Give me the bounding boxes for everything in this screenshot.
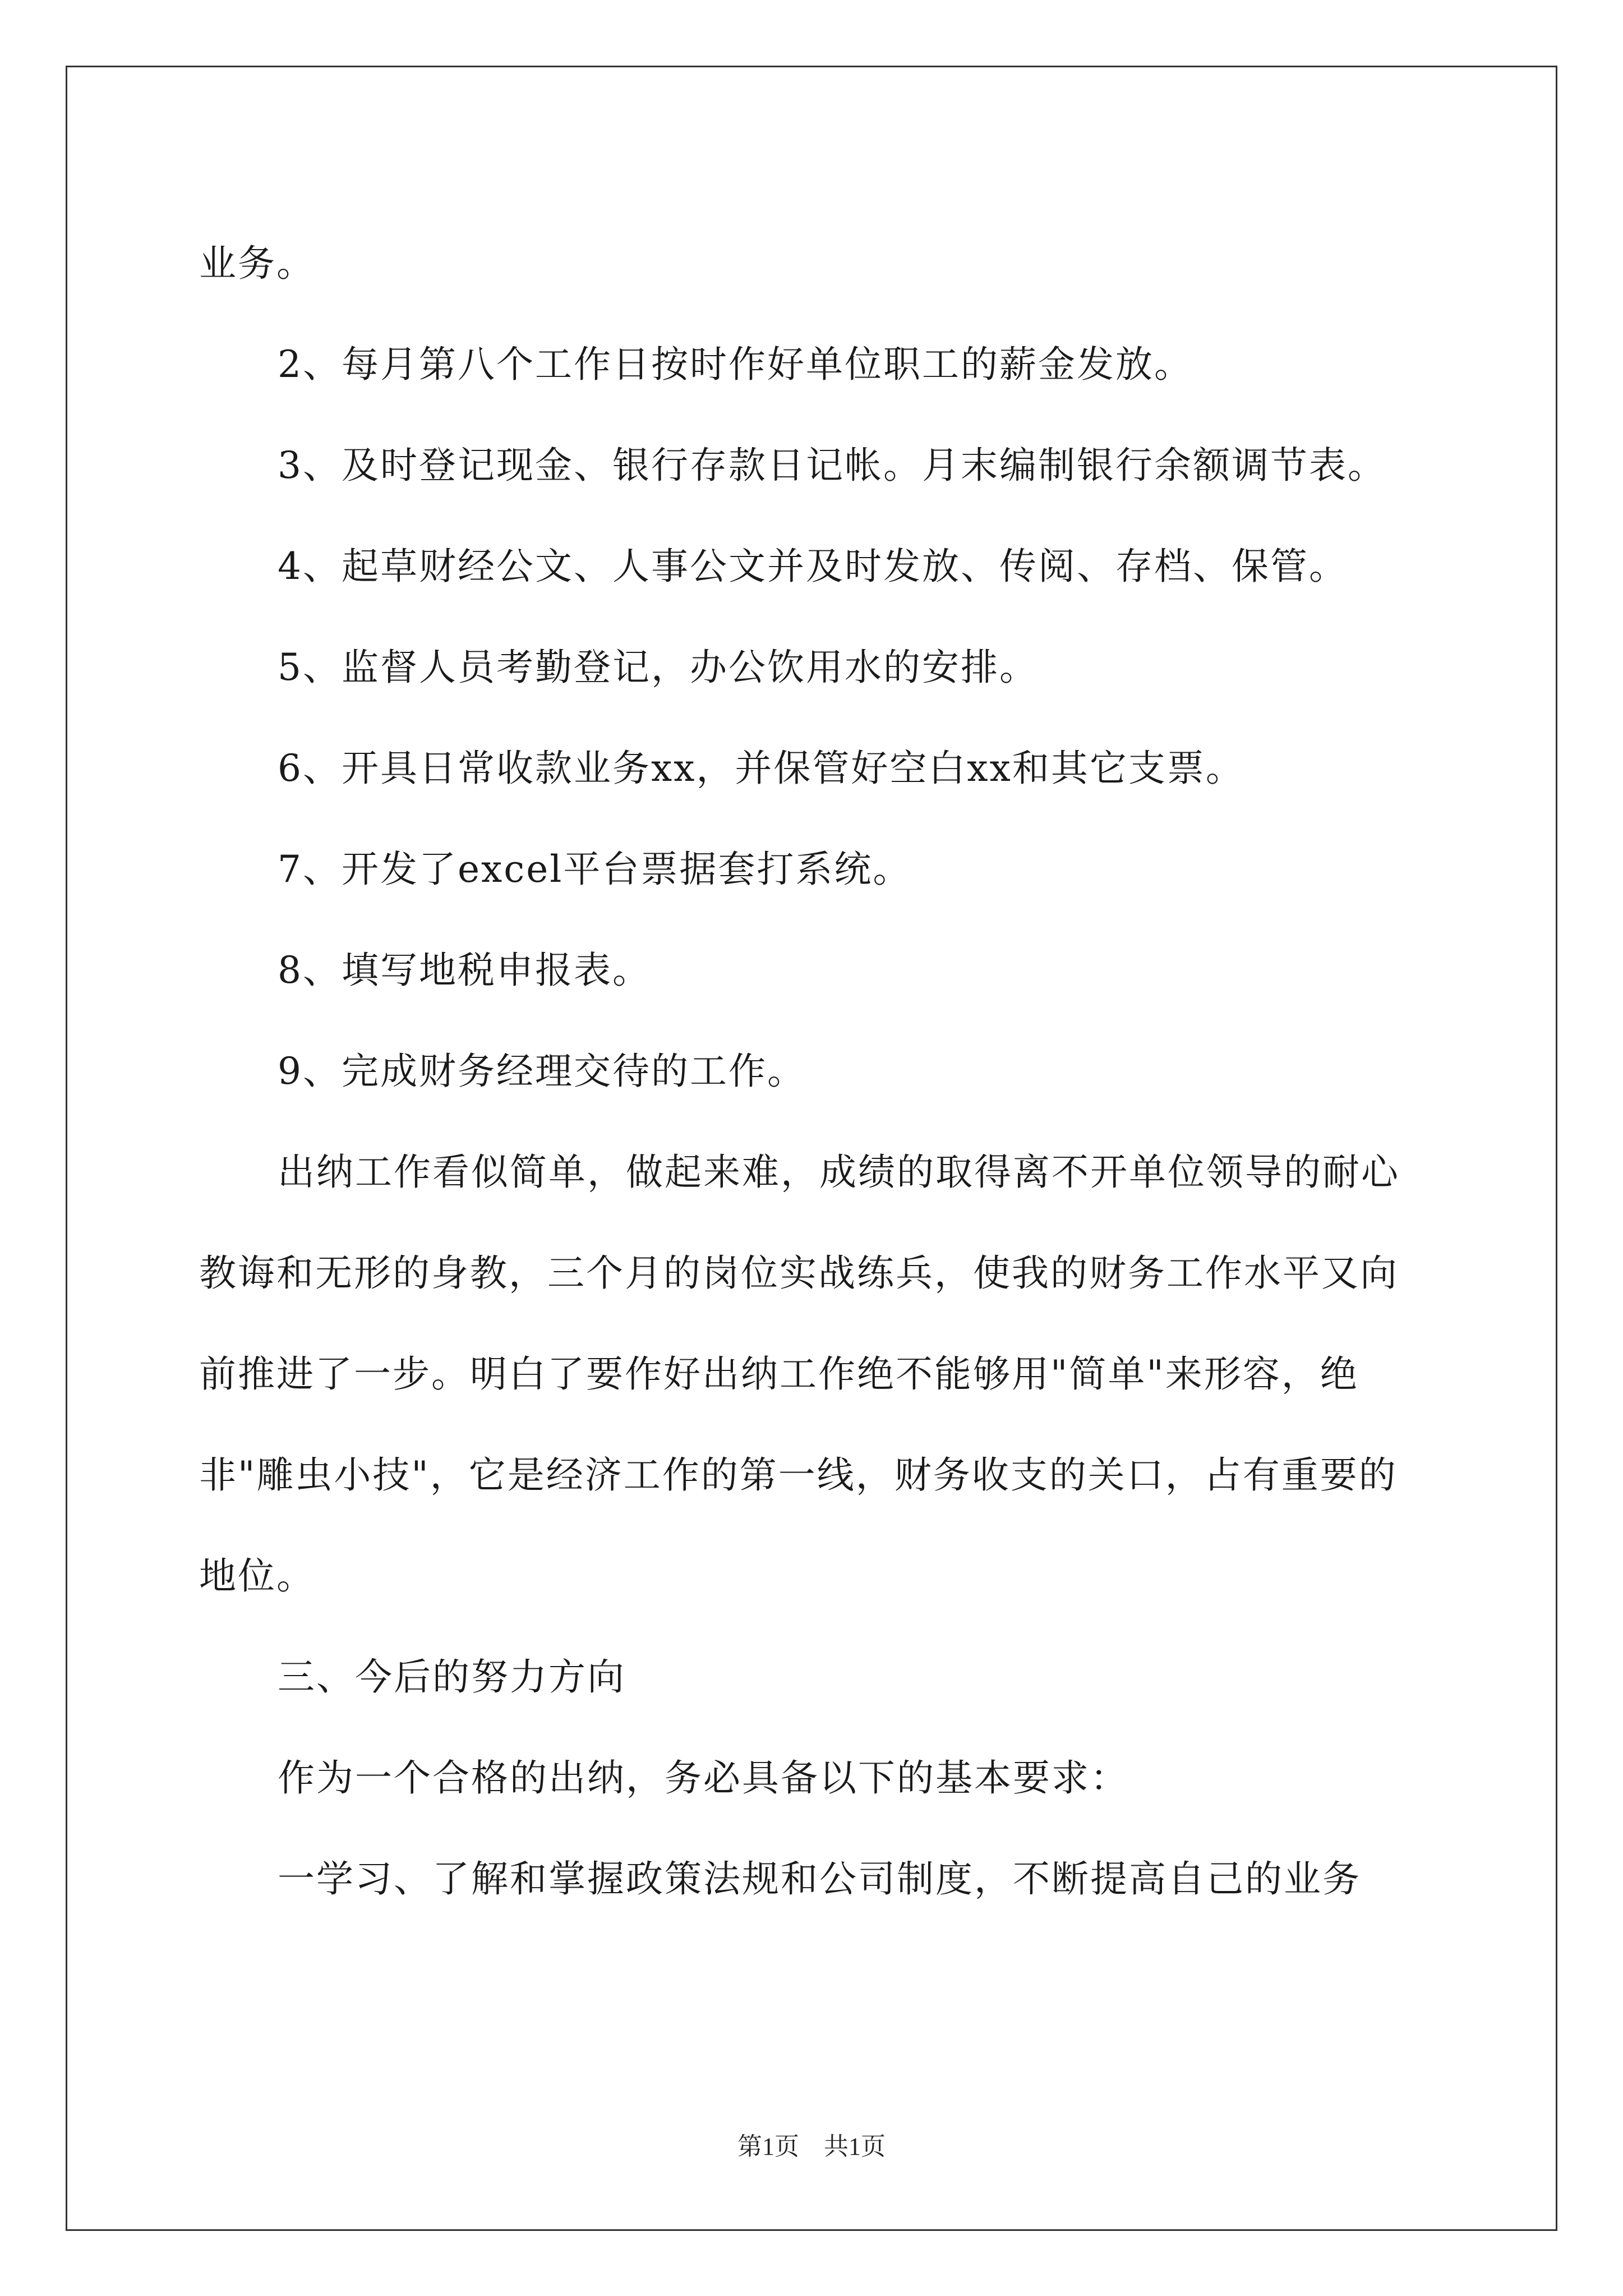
requirement-item-1: 一学习、了解和掌握政策法规和公司制度，不断提高自己的业务 [278,1857,1361,1901]
list-item-6: 6、开具日常收款业务xx，并保管好空白xx和其它支票。 [278,747,1244,790]
list-item-3: 3、及时登记现金、银行存款日记帐。月末编制银行余额调节表。 [278,444,1386,487]
list-item-7: 7、开发了excel平台票据套打系统。 [278,848,912,891]
summary-paragraph: 出纳工作看似简单，做起来难，成绩的取得离不开单位领导的耐心教诲和无形的身教，三个月的岗位实战练兵，使我的财务工作水平又向前推进了一步。明白了要作好出纳工作绝不能够用"简单"来形容，绝非"雕虫小技"，它是经济工作的第一线，财务收支的关口，占有重要的地位。 [199,1151,1400,1598]
paragraph-continuation: 业务。 [199,242,315,285]
list-item-8: 8、填写地税申报表。 [278,949,651,992]
list-item-2: 2、每月第八个工作日按时作好单位职工的薪金发放。 [278,343,1193,386]
list-item-5: 5、监督人员考勤登记，办公饮用水的安排。 [278,646,1038,689]
requirements-intro: 作为一个合格的出纳，务必具备以下的基本要求： [278,1756,1129,1800]
page-footer: 第1页 共1页 [737,2133,886,2160]
list-item-4: 4、起草财经公文、人事公文并及时发放、传阅、存档、保管。 [278,545,1348,588]
document-body [199,213,1433,1930]
list-item-9: 9、完成财务经理交待的工作。 [278,1050,806,1093]
section-heading: 三、今后的努力方向 [278,1655,626,1699]
